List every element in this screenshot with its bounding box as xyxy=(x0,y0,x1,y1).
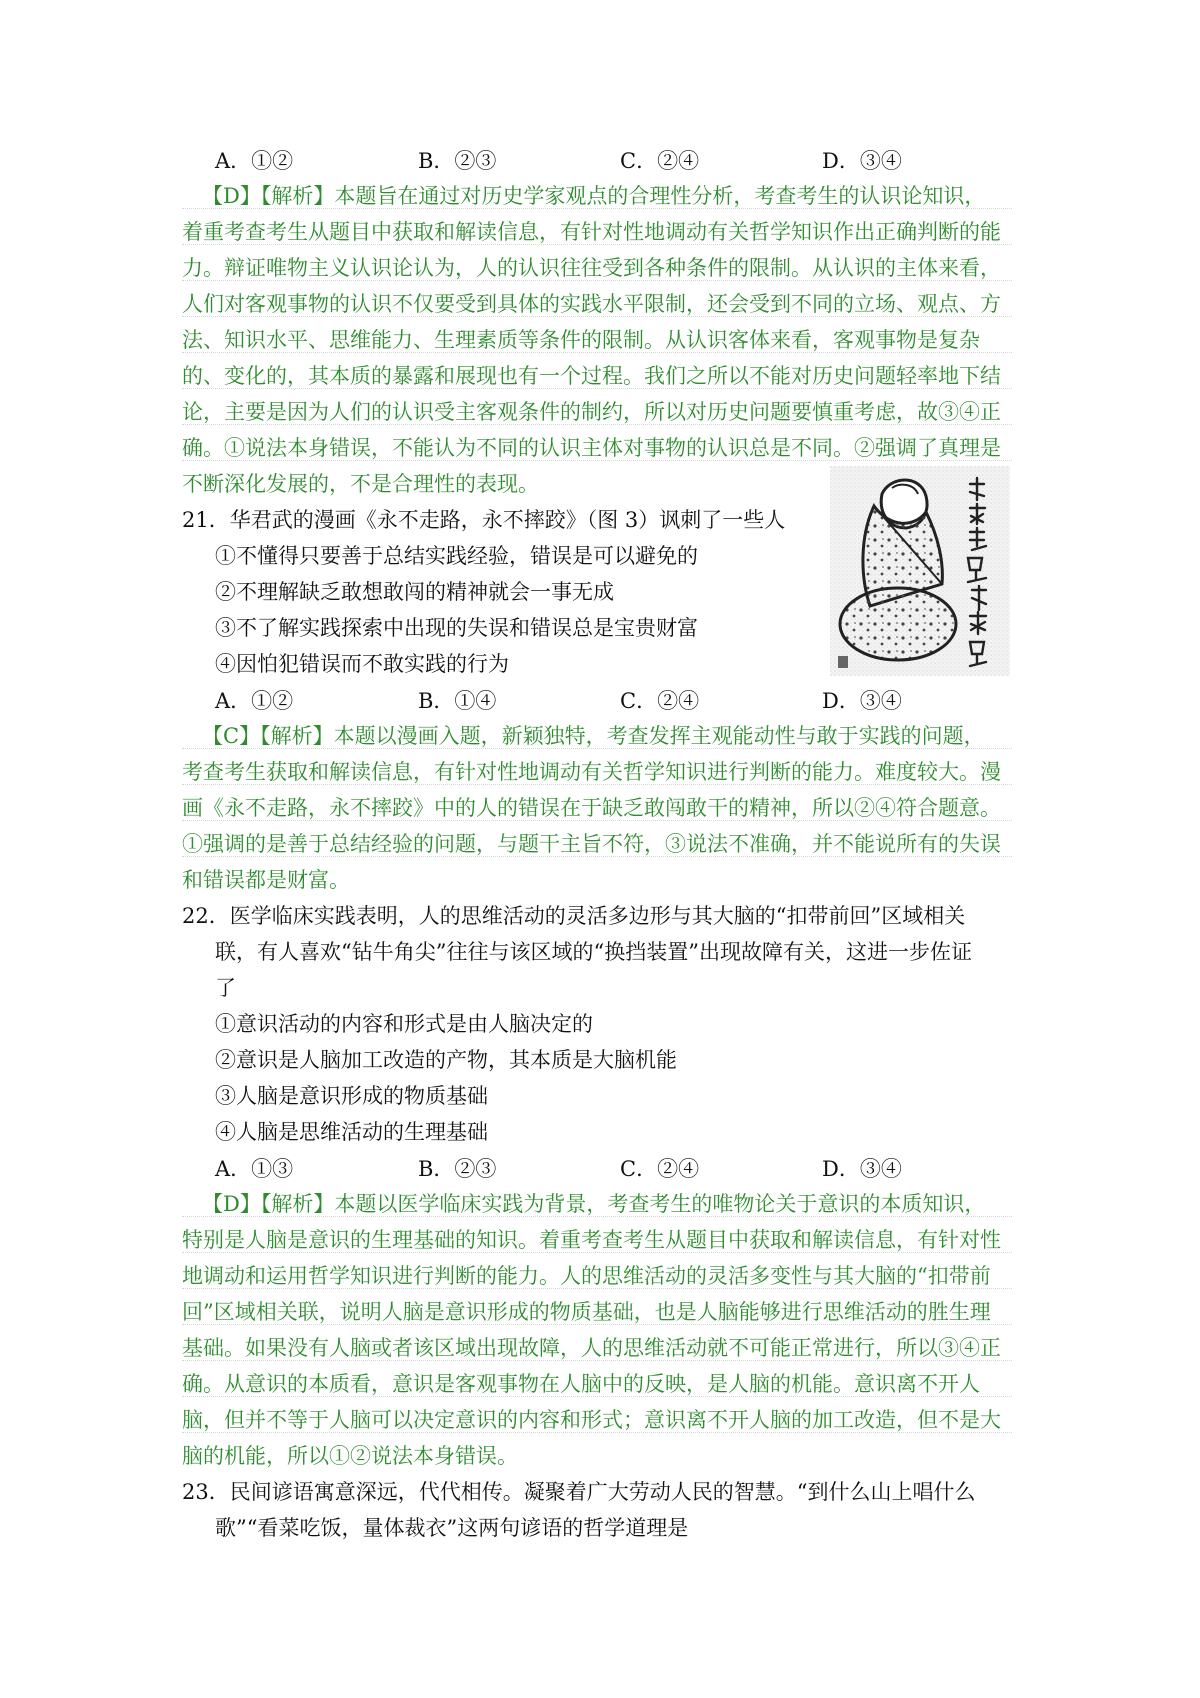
q22-option-c: C．②④ xyxy=(620,1157,700,1181)
analysis-line: 的、变化的，其本质的暴露和展现也有一个过程。我们之所以不能对历史问题轻率地下结 xyxy=(182,364,1001,388)
analysis-line: 地调动和运用哲学知识进行判断的能力。人的思维活动的灵活多变性与其大脑的“扣带前 xyxy=(182,1264,991,1288)
q21-item-4: ④因怕犯错误而不敢实践的行为 xyxy=(215,652,509,676)
dotted-rule xyxy=(182,1432,1012,1433)
analysis-line: 考查考生获取和解读信息，有针对性地调动有关哲学知识进行判断的能力。难度较大。漫 xyxy=(182,760,1001,784)
q22-stem-line: 了 xyxy=(215,976,236,1000)
analysis-line: 【D】【解析】本题旨在通过对历史学家观点的合理性分析，考查考生的认识论知识， xyxy=(202,184,986,208)
analysis-line: 不断深化发展的，不是合理性的表现。 xyxy=(182,472,539,496)
q22-option-d: D．③④ xyxy=(822,1157,902,1181)
dotted-rule xyxy=(182,784,1012,785)
analysis-line: 力。辩证唯物主义认识论认为，人的认识往往受到各种条件的限制。从认识的主体来看， xyxy=(182,256,1001,280)
analysis-line: 【D】【解析】本题以医学临床实践为背景，考查考生的唯物论关于意识的本质知识， xyxy=(202,1192,986,1216)
q21-option-b: B．①④ xyxy=(418,689,497,713)
dotted-rule xyxy=(182,748,1012,749)
dotted-rule xyxy=(182,1216,1012,1217)
analysis-line: 着重考查考生从题目中获取和解读信息，有针对性地调动有关哲学知识作出正确判断的能 xyxy=(182,220,1001,244)
analysis-line: ①强调的是善于总结经验的问题，与题干主旨不符，③说法不准确，并不能说所有的失误 xyxy=(182,832,1001,856)
analysis-line: 论，主要是因为人们的认识受主客观条件的制约，所以对历史问题要慎重考虑，故③④正 xyxy=(182,400,1001,424)
q21-option-a: A．①② xyxy=(215,689,294,713)
q22-item-2: ②意识是人脑加工改造的产物，其本质是大脑机能 xyxy=(215,1048,677,1072)
dotted-rule xyxy=(182,244,1012,245)
analysis-line: 【C】【解析】本题以漫画入题，新颖独特，考查发挥主观能动性与敢于实践的问题， xyxy=(202,724,985,748)
q22-option-b: B．②③ xyxy=(418,1157,497,1181)
cartoon-image xyxy=(830,466,1010,676)
dotted-rule xyxy=(182,280,1012,281)
dotted-rule xyxy=(182,316,1012,317)
q22-item-4: ④人脑是思维活动的生理基础 xyxy=(215,1120,488,1144)
q21-option-d: D．③④ xyxy=(822,689,902,713)
dotted-rule xyxy=(182,388,1012,389)
analysis-line: 人们对客观事物的认识不仅要受到具体的实践水平限制，还会受到不同的立场、观点、方 xyxy=(182,292,1001,316)
dotted-rule xyxy=(182,208,1012,209)
analysis-line: 确。①说法本身错误，不能认为不同的认识主体对事物的认识总是不同。②强调了真理是 xyxy=(182,436,1001,460)
q21-item-3: ③不了解实践探索中出现的失误和错误总是宝贵财富 xyxy=(215,616,698,640)
q20-option-a: A．①② xyxy=(215,149,294,173)
analysis-line: 回”区域相关联，说明人脑是意识形成的物质基础，也是人脑能够进行思维活动的胜生理 xyxy=(182,1300,991,1324)
q22-option-a: A．①③ xyxy=(215,1157,294,1181)
q23-stem-line: 歌”“看菜吃饭，量体裁衣”这两句谚语的哲学道理是 xyxy=(215,1516,689,1540)
dotted-rule xyxy=(182,352,1012,353)
q22-item-1: ①意识活动的内容和形式是由人脑决定的 xyxy=(215,1012,593,1036)
dotted-rule xyxy=(182,1324,1012,1325)
q21-option-c: C．②④ xyxy=(620,689,700,713)
q22-item-3: ③人脑是意识形成的物质基础 xyxy=(215,1084,488,1108)
q21-item-1: ①不懂得只要善于总结实践经验，错误是可以避免的 xyxy=(215,544,698,568)
q20-option-b: B．②③ xyxy=(418,149,497,173)
q21-item-2: ②不理解缺乏敢想敢闯的精神就会一事无成 xyxy=(215,580,614,604)
q22-stem-line: 22．医学临床实践表明，人的思维活动的灵活多边形与其大脑的“扣带前回”区域相关 xyxy=(182,904,966,928)
dotted-rule xyxy=(182,1360,1012,1361)
analysis-line: 脑的机能，所以①②说法本身错误。 xyxy=(182,1444,518,1468)
dotted-rule xyxy=(182,856,1012,857)
dotted-rule xyxy=(182,1396,1012,1397)
analysis-line: 基础。如果没有人脑或者该区域出现故障，人的思维活动就不可能正常进行，所以③④正 xyxy=(182,1336,1001,1360)
dotted-rule xyxy=(182,1252,1012,1253)
dotted-rule xyxy=(182,424,1012,425)
analysis-line: 特别是人脑是意识的生理基础的知识。着重考查考生从题目中获取和解读信息，有针对性 xyxy=(182,1228,1001,1252)
analysis-line: 画《永不走路，永不摔跤》中的人的错误在于缺乏敢闯敢干的精神，所以②④符合题意。 xyxy=(182,796,1001,820)
analysis-line: 和错误都是财富。 xyxy=(182,868,350,892)
dotted-rule xyxy=(182,820,1012,821)
artist-seal xyxy=(838,656,848,668)
q20-option-d: D．③④ xyxy=(822,149,902,173)
analysis-line: 确。从意识的本质看，意识是客观事物在人脑中的反映，是人脑的机能。意识离不开人 xyxy=(182,1372,980,1396)
analysis-line: 法、知识水平、思维能力、生理素质等条件的限制。从认识客体来看，客观事物是复杂 xyxy=(182,328,980,352)
dotted-rule xyxy=(182,1288,1012,1289)
q20-option-c: C．②④ xyxy=(620,149,700,173)
q23-stem-line: 23．民间谚语寓意深远，代代相传。凝聚着广大劳动人民的智慧。“到什么山上唱什么 xyxy=(182,1480,976,1504)
analysis-line: 脑，但并不等于人脑可以决定意识的内容和形式；意识离不开人脑的加工改造，但不是大 xyxy=(182,1408,1001,1432)
dotted-rule xyxy=(182,460,1012,461)
q22-stem-line: 联，有人喜欢“钻牛角尖”往往与该区域的“换挡装置”出现故障有关，这进一步佐证 xyxy=(215,940,972,964)
q21-stem: 21．华君武的漫画《永不走路，永不摔跤》（图 3）讽刺了一些人 xyxy=(182,508,786,532)
